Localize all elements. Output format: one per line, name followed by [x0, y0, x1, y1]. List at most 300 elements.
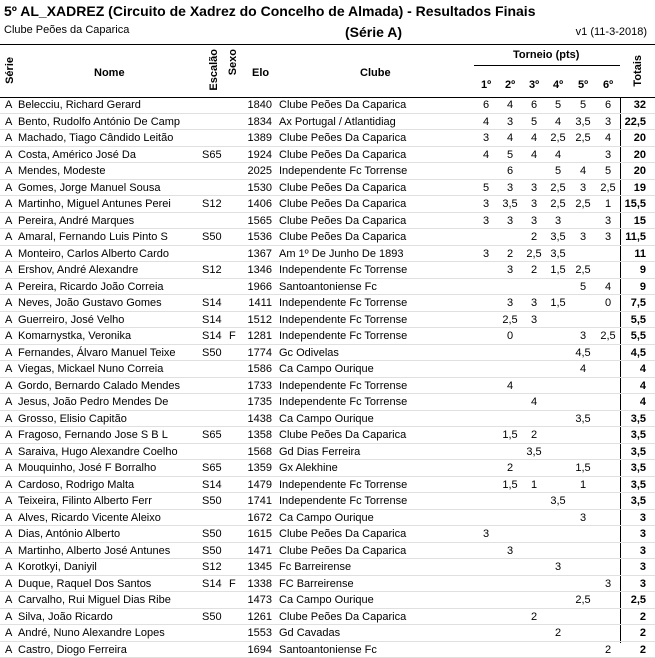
cell-serie: A: [5, 461, 17, 475]
page-title: 5º AL_XADREZ (Circuito de Xadrez do Concelho de Almada) - Resultados Finais: [4, 3, 536, 19]
cell-round-3: 4: [522, 148, 546, 162]
cell-serie: A: [5, 544, 17, 558]
cell-serie: A: [5, 362, 17, 376]
cell-round-1: 3: [474, 131, 498, 145]
cell-nome: Viegas, Mickael Nuno Correia: [18, 362, 201, 376]
cell-nome: Machado, Tiago Cândido Leitão: [18, 131, 201, 145]
cell-clube: Clube Peões Da Caparica: [279, 230, 477, 244]
table-row: [0, 609, 655, 626]
table-row: [0, 625, 655, 642]
cell-escalao: S50: [202, 527, 226, 541]
cell-round-1: 3: [474, 247, 498, 261]
cell-serie: A: [5, 511, 17, 525]
cell-total: 20: [620, 164, 646, 178]
cell-clube: Clube Peões Da Caparica: [279, 527, 477, 541]
table-header: [0, 44, 655, 98]
cell-total: 2: [620, 643, 646, 657]
cell-clube: Independente Fc Torrense: [279, 329, 477, 343]
cell-elo: 1733: [240, 379, 272, 393]
cell-serie: A: [5, 346, 17, 360]
cell-total: 3: [620, 577, 646, 591]
cell-serie: A: [5, 280, 17, 294]
cell-round-1: 6: [474, 98, 498, 112]
cell-total: 3: [620, 544, 646, 558]
cell-round-5: 5: [571, 280, 595, 294]
header-clube: Clube: [360, 67, 391, 79]
cell-elo: 1346: [240, 263, 272, 277]
cell-serie: A: [5, 478, 17, 492]
table-row: [0, 427, 655, 444]
cell-clube: Clube Peões Da Caparica: [279, 214, 477, 228]
table-row: [0, 444, 655, 461]
cell-total: 20: [620, 131, 646, 145]
table-row: [0, 229, 655, 246]
header-elo: Elo: [252, 67, 269, 79]
table-row: [0, 526, 655, 543]
cell-serie: A: [5, 395, 17, 409]
cell-elo: 1615: [240, 527, 272, 541]
cell-total: 9: [620, 280, 646, 294]
table-row: [0, 163, 655, 180]
cell-round-2: 1,5: [498, 428, 522, 442]
cell-serie: A: [5, 527, 17, 541]
cell-total: 15: [620, 214, 646, 228]
cell-elo: 1565: [240, 214, 272, 228]
cell-nome: Pereira, Ricardo João Correia: [18, 280, 201, 294]
cell-elo: 1536: [240, 230, 272, 244]
version-label: v1 (11-3-2018): [576, 26, 647, 38]
cell-round-2: 3: [498, 214, 522, 228]
cell-round-2: 3,5: [498, 197, 522, 211]
cell-round-6: 1: [596, 197, 620, 211]
cell-round-3: 5: [522, 115, 546, 129]
cell-total: 3,5: [620, 494, 646, 508]
cell-serie: A: [5, 643, 17, 657]
cell-nome: Ershov, André Alexandre: [18, 263, 201, 277]
cell-round-6: 2,5: [596, 329, 620, 343]
cell-serie: A: [5, 577, 17, 591]
cell-round-1: 3: [474, 197, 498, 211]
cell-total: 3,5: [620, 428, 646, 442]
cell-serie: A: [5, 494, 17, 508]
table-row: [0, 97, 655, 114]
cell-elo: 1411: [240, 296, 272, 310]
cell-elo: 1840: [240, 98, 272, 112]
cell-round-6: 5: [596, 164, 620, 178]
cell-round-5: 4: [571, 362, 595, 376]
cell-round-6: 4: [596, 280, 620, 294]
header-sexo: Sexo: [227, 49, 239, 75]
cell-escalao: S14: [202, 296, 226, 310]
cell-round-4: 3,5: [546, 230, 570, 244]
cell-nome: Komarnystka, Veronika: [18, 329, 201, 343]
cell-round-6: 4: [596, 131, 620, 145]
table-row: [0, 592, 655, 609]
cell-round-6: 2: [596, 643, 620, 657]
cell-elo: 1261: [240, 610, 272, 624]
cell-round-6: 3: [596, 230, 620, 244]
cell-nome: Carvalho, Rui Miguel Dias Ribe: [18, 593, 201, 607]
cell-round-3: 2: [522, 428, 546, 442]
cell-round-5: 3,5: [571, 115, 595, 129]
cell-escalao: S14: [202, 577, 226, 591]
cell-nome: Martinho, Miguel Antunes Perei: [18, 197, 201, 211]
cell-nome: Martinho, Alberto José Antunes: [18, 544, 201, 558]
cell-round-3: 4: [522, 131, 546, 145]
table-row: [0, 543, 655, 560]
cell-total: 4: [620, 395, 646, 409]
cell-serie: A: [5, 329, 17, 343]
cell-round-2: 4: [498, 98, 522, 112]
cell-round-2: 2: [498, 461, 522, 475]
cell-nome: Dias, António Alberto: [18, 527, 201, 541]
cell-total: 4: [620, 362, 646, 376]
table-row: [0, 279, 655, 296]
cell-escalao: S14: [202, 313, 226, 327]
cell-escalao: S50: [202, 230, 226, 244]
cell-round-5: 1: [571, 478, 595, 492]
cell-serie: A: [5, 247, 17, 261]
cell-nome: Cardoso, Rodrigo Malta: [18, 478, 201, 492]
table-row: [0, 559, 655, 576]
cell-nome: Gomes, Jorge Manuel Sousa: [18, 181, 201, 195]
cell-escalao: S50: [202, 346, 226, 360]
cell-elo: 1672: [240, 511, 272, 525]
cell-clube: Santoantoniense Fc: [279, 280, 477, 294]
cell-round-4: 5: [546, 164, 570, 178]
cell-clube: Gx Alekhine: [279, 461, 477, 475]
cell-clube: Clube Peões Da Caparica: [279, 98, 477, 112]
cell-total: 11: [620, 247, 646, 261]
cell-serie: A: [5, 428, 17, 442]
cell-clube: Gd Cavadas: [279, 626, 477, 640]
cell-clube: Clube Peões Da Caparica: [279, 610, 477, 624]
cell-round-5: 2,5: [571, 197, 595, 211]
table-row: [0, 477, 655, 494]
torneio-divider: [474, 65, 620, 66]
cell-elo: 1694: [240, 643, 272, 657]
header-totais: Totais: [632, 55, 644, 87]
cell-sexo: F: [229, 329, 239, 343]
cell-round-3: 2: [522, 610, 546, 624]
cell-nome: Silva, João Ricardo: [18, 610, 201, 624]
cell-serie: A: [5, 593, 17, 607]
cell-round-3: 4: [522, 395, 546, 409]
cell-serie: A: [5, 560, 17, 574]
cell-nome: Costa, Américo José Da: [18, 148, 201, 162]
cell-clube: Am 1º De Junho De 1893: [279, 247, 477, 261]
cell-escalao: S12: [202, 263, 226, 277]
cell-nome: Pereira, André Marques: [18, 214, 201, 228]
table-row: [0, 510, 655, 527]
cell-serie: A: [5, 181, 17, 195]
cell-total: 5,5: [620, 313, 646, 327]
cell-escalao: S14: [202, 329, 226, 343]
cell-elo: 1367: [240, 247, 272, 261]
cell-serie: A: [5, 230, 17, 244]
table-row: [0, 114, 655, 131]
table-row: [0, 196, 655, 213]
cell-round-4: 5: [546, 98, 570, 112]
cell-serie: A: [5, 115, 17, 129]
cell-total: 9: [620, 263, 646, 277]
cell-elo: 1741: [240, 494, 272, 508]
cell-clube: Independente Fc Torrense: [279, 478, 477, 492]
cell-nome: Mouquinho, José F Borralho: [18, 461, 201, 475]
cell-elo: 2025: [240, 164, 272, 178]
cell-escalao: S50: [202, 544, 226, 558]
cell-round-2: 5: [498, 148, 522, 162]
cell-serie: A: [5, 98, 17, 112]
cell-serie: A: [5, 412, 17, 426]
cell-round-4: 2,5: [546, 197, 570, 211]
table-row: [0, 576, 655, 593]
table-row: [0, 378, 655, 395]
table-row: [0, 130, 655, 147]
header-serie: Série: [4, 57, 16, 84]
cell-clube: Fc Barreirense: [279, 560, 477, 574]
table-row: [0, 262, 655, 279]
table-row: [0, 642, 655, 658]
header-round-4: 4º: [553, 79, 563, 91]
cell-escalao: S14: [202, 478, 226, 492]
cell-clube: Independente Fc Torrense: [279, 263, 477, 277]
table-row: [0, 411, 655, 428]
cell-round-3: 1: [522, 478, 546, 492]
cell-round-1: 4: [474, 115, 498, 129]
table-row: [0, 361, 655, 378]
table-row: [0, 213, 655, 230]
cell-round-6: 2,5: [596, 181, 620, 195]
cell-round-5: 3: [571, 511, 595, 525]
cell-round-2: 4: [498, 131, 522, 145]
cell-escalao: S65: [202, 461, 226, 475]
cell-nome: Korotkyi, Daniyil: [18, 560, 201, 574]
cell-clube: Independente Fc Torrense: [279, 494, 477, 508]
table-row: [0, 493, 655, 510]
cell-round-5: 5: [571, 98, 595, 112]
cell-serie: A: [5, 214, 17, 228]
cell-round-6: 3: [596, 214, 620, 228]
cell-clube: Clube Peões Da Caparica: [279, 148, 477, 162]
cell-clube: Clube Peões Da Caparica: [279, 428, 477, 442]
cell-total: 20: [620, 148, 646, 162]
cell-clube: Independente Fc Torrense: [279, 313, 477, 327]
cell-round-4: 3: [546, 560, 570, 574]
cell-round-3: 3: [522, 296, 546, 310]
cell-round-3: 3,5: [522, 445, 546, 459]
cell-round-3: 3: [522, 197, 546, 211]
cell-round-4: 3: [546, 214, 570, 228]
cell-round-5: 4,5: [571, 346, 595, 360]
cell-round-3: 3: [522, 214, 546, 228]
cell-elo: 1389: [240, 131, 272, 145]
cell-total: 3,5: [620, 478, 646, 492]
cell-round-2: 3: [498, 181, 522, 195]
header-nome: Nome: [94, 67, 125, 79]
cell-total: 3,5: [620, 445, 646, 459]
serie-label: (Série A): [345, 24, 402, 40]
cell-clube: Santoantoniense Fc: [279, 643, 477, 657]
cell-total: 3,5: [620, 412, 646, 426]
cell-serie: A: [5, 164, 17, 178]
cell-total: 3: [620, 527, 646, 541]
table-row: [0, 460, 655, 477]
cell-elo: 1966: [240, 280, 272, 294]
header-torneio: Torneio (pts): [513, 49, 579, 61]
cell-clube: Independente Fc Torrense: [279, 164, 477, 178]
cell-round-4: 4: [546, 148, 570, 162]
cell-serie: A: [5, 148, 17, 162]
cell-serie: A: [5, 296, 17, 310]
cell-round-2: 2: [498, 247, 522, 261]
cell-total: 4: [620, 379, 646, 393]
cell-elo: 1345: [240, 560, 272, 574]
cell-round-5: 2,5: [571, 131, 595, 145]
cell-round-1: 3: [474, 527, 498, 541]
cell-clube: Ax Portugal / Atlantidiag: [279, 115, 477, 129]
cell-round-5: 3: [571, 181, 595, 195]
cell-round-4: 2: [546, 626, 570, 640]
cell-round-5: 2,5: [571, 263, 595, 277]
cell-round-5: 2,5: [571, 593, 595, 607]
cell-round-4: 1,5: [546, 296, 570, 310]
cell-clube: Clube Peões Da Caparica: [279, 131, 477, 145]
header-round-5: 5º: [578, 79, 588, 91]
cell-total: 3: [620, 560, 646, 574]
header-round-6: 6º: [603, 79, 613, 91]
cell-round-5: 4: [571, 164, 595, 178]
cell-total: 19: [620, 181, 646, 195]
cell-elo: 1568: [240, 445, 272, 459]
cell-clube: Independente Fc Torrense: [279, 379, 477, 393]
cell-nome: Fragoso, Fernando Jose S B L: [18, 428, 201, 442]
cell-elo: 1512: [240, 313, 272, 327]
cell-round-2: 3: [498, 296, 522, 310]
results-table: [0, 97, 655, 658]
cell-clube: Clube Peões Da Caparica: [279, 544, 477, 558]
cell-elo: 1553: [240, 626, 272, 640]
cell-clube: Ca Campo Ourique: [279, 362, 477, 376]
cell-serie: A: [5, 626, 17, 640]
cell-total: 11,5: [620, 230, 646, 244]
cell-nome: Saraiva, Hugo Alexandre Coelho: [18, 445, 201, 459]
cell-serie: A: [5, 379, 17, 393]
cell-elo: 1281: [240, 329, 272, 343]
cell-round-4: 3,5: [546, 247, 570, 261]
cell-elo: 1359: [240, 461, 272, 475]
cell-round-4: 1,5: [546, 263, 570, 277]
cell-elo: 1406: [240, 197, 272, 211]
cell-sexo: F: [229, 577, 239, 591]
cell-round-5: 3,5: [571, 412, 595, 426]
table-row: [0, 312, 655, 329]
cell-elo: 1471: [240, 544, 272, 558]
cell-elo: 1358: [240, 428, 272, 442]
cell-total: 15,5: [620, 197, 646, 211]
cell-elo: 1473: [240, 593, 272, 607]
cell-round-3: 2: [522, 263, 546, 277]
cell-clube: Gc Odivelas: [279, 346, 477, 360]
cell-nome: Amaral, Fernando Luis Pinto S: [18, 230, 201, 244]
cell-clube: Ca Campo Ourique: [279, 511, 477, 525]
cell-nome: Teixeira, Filinto Alberto Ferr: [18, 494, 201, 508]
cell-nome: Duque, Raquel Dos Santos: [18, 577, 201, 591]
cell-round-4: 4: [546, 115, 570, 129]
cell-round-1: 4: [474, 148, 498, 162]
cell-elo: 1735: [240, 395, 272, 409]
cell-nome: Gordo, Bernardo Calado Mendes: [18, 379, 201, 393]
header-round-1: 1º: [481, 79, 491, 91]
header-escalao: Escalão: [208, 49, 220, 91]
cell-round-6: 3: [596, 577, 620, 591]
cell-round-4: 3,5: [546, 494, 570, 508]
table-row: [0, 345, 655, 362]
cell-round-3: 6: [522, 98, 546, 112]
table-row: [0, 295, 655, 312]
cell-serie: A: [5, 445, 17, 459]
cell-round-2: 3: [498, 544, 522, 558]
cell-nome: Fernandes, Álvaro Manuel Teixe: [18, 346, 201, 360]
cell-round-2: 3: [498, 115, 522, 129]
cell-clube: Clube Peões Da Caparica: [279, 197, 477, 211]
cell-total: 2: [620, 626, 646, 640]
cell-round-6: 6: [596, 98, 620, 112]
cell-serie: A: [5, 197, 17, 211]
cell-total: 2: [620, 610, 646, 624]
cell-elo: 1479: [240, 478, 272, 492]
cell-round-1: 3: [474, 214, 498, 228]
cell-elo: 1774: [240, 346, 272, 360]
cell-nome: Guerreiro, José Velho: [18, 313, 201, 327]
cell-nome: Neves, João Gustavo Gomes: [18, 296, 201, 310]
cell-elo: 1924: [240, 148, 272, 162]
table-row: [0, 147, 655, 164]
cell-round-2: 0: [498, 329, 522, 343]
cell-nome: Mendes, Modeste: [18, 164, 201, 178]
cell-nome: Grosso, Elisio Capitão: [18, 412, 201, 426]
cell-clube: Gd Dias Ferreira: [279, 445, 477, 459]
cell-round-5: 3: [571, 230, 595, 244]
cell-round-6: 0: [596, 296, 620, 310]
cell-escalao: S12: [202, 197, 226, 211]
table-row: [0, 328, 655, 345]
cell-escalao: S50: [202, 610, 226, 624]
cell-round-3: 2: [522, 230, 546, 244]
cell-round-4: 2,5: [546, 131, 570, 145]
cell-round-2: 2,5: [498, 313, 522, 327]
cell-total: 22,5: [620, 115, 646, 129]
cell-clube: Ca Campo Ourique: [279, 412, 477, 426]
cell-elo: 1338: [240, 577, 272, 591]
header-round-2: 2º: [505, 79, 515, 91]
cell-nome: Bento, Rudolfo António De Camp: [18, 115, 201, 129]
cell-round-5: 1,5: [571, 461, 595, 475]
cell-total: 7,5: [620, 296, 646, 310]
cell-escalao: S50: [202, 494, 226, 508]
cell-round-2: 3: [498, 263, 522, 277]
cell-escalao: S65: [202, 148, 226, 162]
cell-escalao: S65: [202, 428, 226, 442]
cell-total: 3,5: [620, 461, 646, 475]
cell-clube: FC Barreirense: [279, 577, 477, 591]
cell-round-2: 4: [498, 379, 522, 393]
cell-clube: Clube Peões Da Caparica: [279, 181, 477, 195]
cell-clube: Independente Fc Torrense: [279, 395, 477, 409]
cell-elo: 1530: [240, 181, 272, 195]
cell-clube: Independente Fc Torrense: [279, 296, 477, 310]
cell-nome: Belecciu, Richard Gerard: [18, 98, 201, 112]
